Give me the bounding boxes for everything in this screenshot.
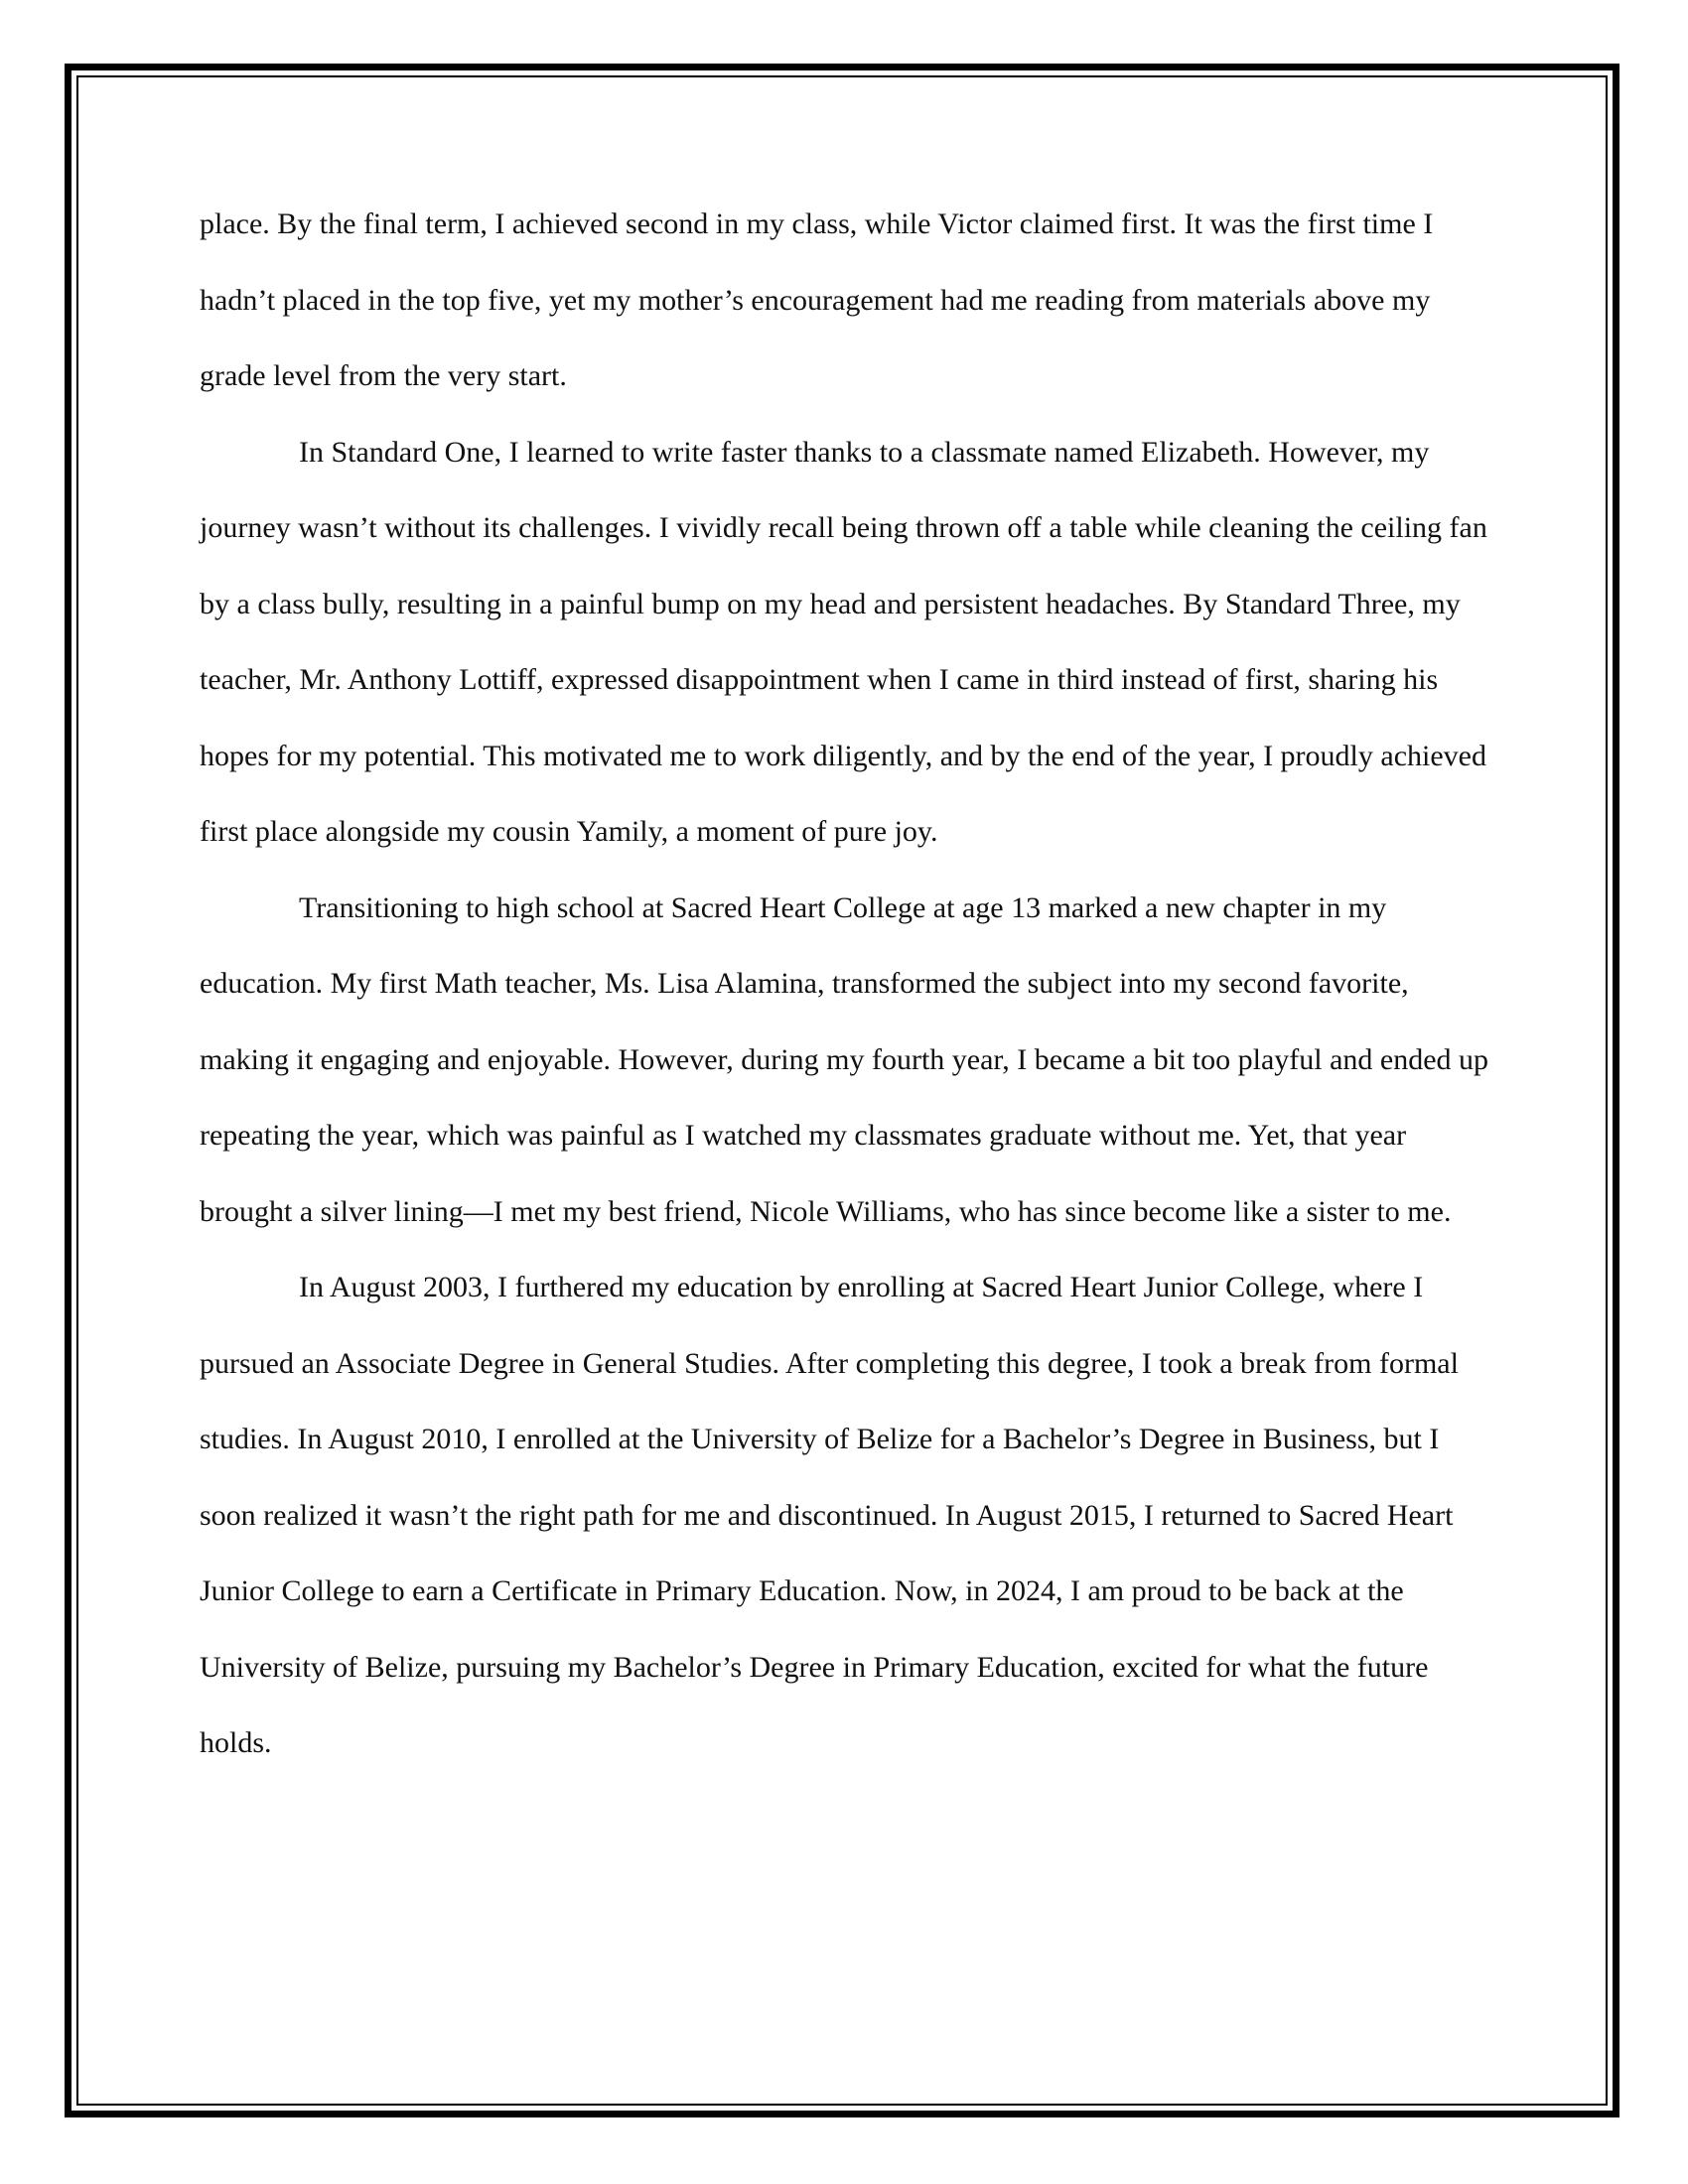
body-text	[200, 187, 1490, 1782]
paragraph-high-school: Transitioning to high school at Sacred Heart College at age 13 marked a new chapter in my education. My first Math teacher, Ms. Lisa Alamina, transformed the subject into my second favorite, making it engaging and enjoyable. However, during my fourth year, I became a bit too playful and ended up repeating the year, which was painful as I watched my classmates graduate without me. Yet, that year brought a silver lining—I met my best friend, Nicole Williams, who has since become like a sister to me.	[200, 890, 1489, 1228]
paragraph-continuation: place. By the final term, I achieved second in my class, while Victor claimed first. It was the first time I hadn’t placed in the top five, yet my mother’s encouragement had me reading from materials above my grade level from the very start.	[200, 207, 1434, 392]
paragraph-higher-education: In August 2003, I furthered my education by enrolling at Sacred Heart Junior College, where I pursued an Associate Degree in General Studies. After completing this degree, I took a break from formal studies. In August 2010, I enrolled at the University of Belize for a Bachelor’s Degree in Business, but I soon realized it wasn’t the right path for me and discontinued. In August 2015, I returned to Sacred Heart Junior College to earn a Certificate in Primary Education. Now, in 2024, I am proud to be back at the University of Belize, pursuing my Bachelor’s Degree in Primary Education, excited for what the future holds.	[200, 1271, 1459, 1759]
paragraph-standard-one: In Standard One, I learned to write faster thanks to a classmate named Elizabeth. However, my journey wasn’t without its challenges. I vividly recall being thrown off a table while cleaning the ceiling fan by a class bully, resulting in a painful bump on my head and persistent headaches. By Standard Three, my teacher, Mr. Anthony Lottiff, expressed disappointment when I came in third instead of first, sharing his hopes for my potential. This motivated me to work diligently, and by the end of the year, I proudly achieved first place alongside my cousin Yamily, a moment of pure joy.	[200, 435, 1487, 848]
